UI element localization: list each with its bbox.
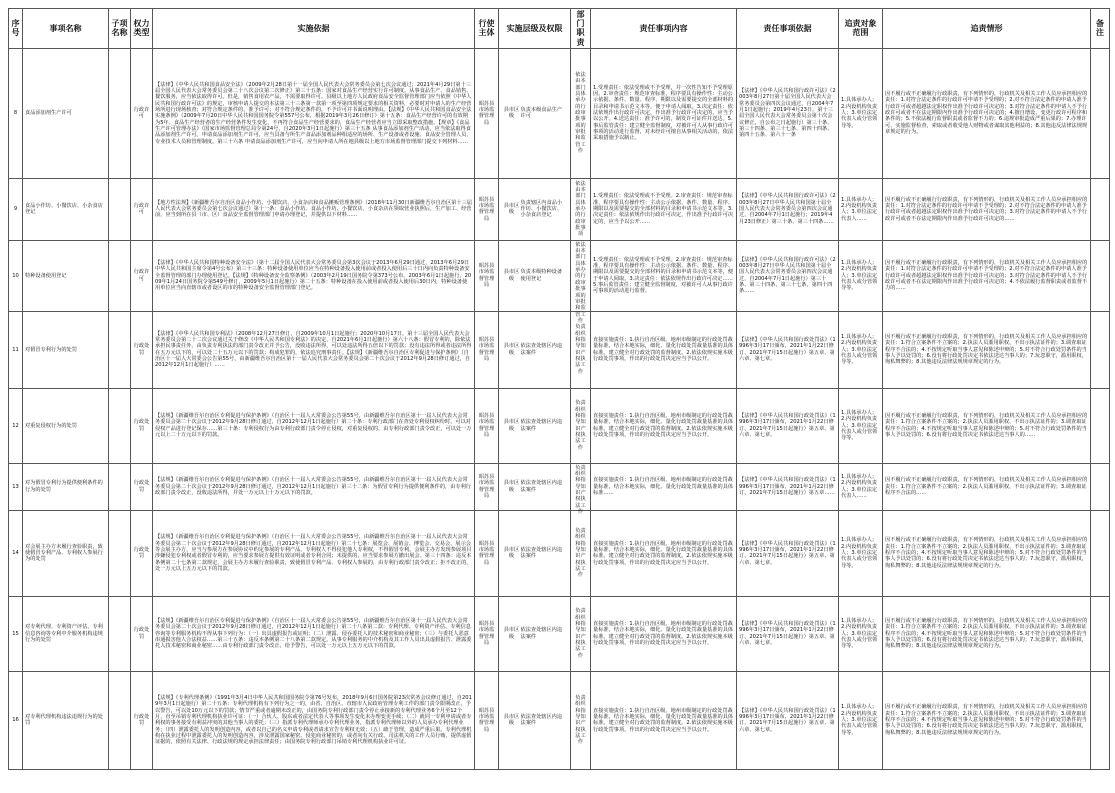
content-cell bbox=[591, 671, 737, 769]
item-name-text: 对会展主办方未履行查验职责，致使假冒专利产品、专利权人参展行为的处罚 bbox=[25, 543, 103, 563]
situation-cell bbox=[883, 671, 1091, 769]
remark-cell bbox=[1091, 311, 1110, 388]
subject-text: 昭苏县市场监督管理局 bbox=[478, 196, 495, 222]
level-scope: 县市区级 bbox=[503, 419, 520, 432]
content-text: 直接实施责任：1.执行自治区级、地州市级制定的行政处罚裁量标准，结合本地实际，细化、量化行政处罚裁量基准的具体标准。建立健全对行政处罚的监督制度。2.依法依规实施本级行政处罚事项，作出的行政处罚决定应当予以公开。 bbox=[593, 540, 734, 566]
target-text: 1.具体承办人；2.内设机构负责人；3.单位法定代表人或分管领导等。 bbox=[841, 409, 878, 442]
level-scope: 县市区级 bbox=[503, 713, 520, 727]
content-cell bbox=[591, 48, 737, 178]
duty-basis-text: 【法律】《中华人民共和国行政许可法》（2003年8月27日中华人民共和国第十届全国人民代表大会常务委员会第四次会议通过，自2004年7月1日起施行；2019年4月23日修正）第三十条、第三十四条…… bbox=[739, 193, 836, 225]
subject-text: 昭苏县市场监督管理局 bbox=[478, 100, 495, 126]
subject-cell bbox=[475, 48, 499, 178]
remark-cell bbox=[1091, 178, 1110, 240]
power-type-text: 行政处罚 bbox=[133, 546, 150, 560]
header-duty-basis: 责任事项依据 bbox=[737, 9, 839, 49]
level-scope: 县市区级 bbox=[503, 546, 520, 560]
basis-text: 【法律】《中华人民共和国食品安全法》（2009年2月28日第十一届全国人民代表大会常务委员会第七次会议通过；2021年4月29日第十三届全国人民代表大会常务委员会第二十八次会议第二次修正）第三十五条：国家对食品生产经营实行许可制度。从事食品生产、食品销售、餐饮服务，应当依法取得许可。但是，销售食用农产品，不需要取得许可。县级以上地方人民政府食品安全监督管理部门应当依照《中华人民共和国行政许可法》的规定，审核申请人提交的本法第三十三条第一款第一项至第四项规定要求的相关资料，必要时对申请人的生产经营场所进行现场核查；对符合规定条件的，准予许可；对不符合规定条件的，不予许可并书面说明理由。【法规】《中华人民共和国食品安全法实施条例》（2009年7月20日中华人民共和国国务院令第557号公布，根据2019年3月26日修订）第十五条：食品生产经营许可的有效期为5年。食品生产经营者的生产经营条件发生变化，不再符合食品生产经营要求的，食品生产经营者应当立即采取整改措施。【规章】《食品生产许可管理办法》（国家市场监督管理总局令第24号，自2020年3月1日起施行）第三十五条 从事食品添加剂生产活动，应当依法取得食品添加剂生产许可。申请食品添加剂生产许可，应当具备与所生产食品添加剂品种相适应的场所、生产设备或者设施、食品安全管理人员、专业技术人员和管理制度。第三十六条 申请食品添加剂生产许可，应当向申请人所在地县级以上地方市场监督管理部门提交下列材料…… bbox=[155, 81, 472, 145]
content-text: 1.受理责任：依法受理或不予受理。2.审查责任：规范审查标准，程序要具有操作性：主动公示依据、条件、数量、程序、期限以及需要提交的全部材料的目录和申请书示范文本等。3.决定责任：依法依规作出行政许可决定，作出准予行政许可决定的，应当予以公开…… bbox=[593, 193, 734, 225]
situation-text: 因不履行或不正确履行行政职责，有下列情形的，行政机关及相关工作人员应承担相应的责任：1.对符合法定条件的行政许可申请不予受理的；2.对不符合法定条件的申请人准予行政许可或者超越法定职权作出准予行政许可决定的；3.对符合法定条件的申请人不予行政许可或者不在法定期限内作出准予行政许可决定的…… bbox=[885, 196, 1088, 222]
duty-basis-cell bbox=[737, 388, 839, 463]
table-row bbox=[9, 311, 1110, 388]
duty-basis-text: 【法律】《中华人民共和国行政许可法》（2003年8月27日中华人民共和国第十届全国人民代表大会常务委员会第四次会议通过，自2004年7月1日起施行）第三十条、第三十四条、第三十七条、第四十四条…… bbox=[739, 256, 836, 295]
item-name-text: 对假冒专利行为的处罚 bbox=[25, 346, 77, 353]
sub-item-cell bbox=[109, 311, 131, 388]
seq-cell bbox=[9, 178, 23, 240]
seq-cell bbox=[9, 463, 23, 510]
situation-text: 因不履行或不正确履行行政职责，有下列情形的，行政机关及相关工作人员应承担相应的责任：1.对符合法定条件的行政许可申请不予受理的；2.对不符合法定条件的申请人准予行政许可或者超越法定职权作出准予行政许可决定的；3.对符合法定条件的申请人不予行政许可或者不在法定期限内作出准予行政许可决定的；4.擅自增设、变更行政许可程序和条件的；5.不依法履行监督职责或者监督不力的；6.违规审批造成严重后果的；7.办理许可、实施监督检查，索取或者收受他人财物或者谋取其他利益的；8.其他违反法律法规规章规定的行为。 bbox=[885, 91, 1088, 136]
header-situation: 追责情形 bbox=[883, 9, 1091, 49]
basis-text: 【法规】《新疆维吾尔自治区专利促进与保护条例》（自治区十一届人大常委会公告第55号，由新疆维吾尔自治区第十一届人民代表大会常务委员会第二十次会议于2012年9月28日修订通过，自2012年12月1日起施行）第二十条：专利行政部门在查处专利侵权纠纷时，可以对侵权产品进行登记保存……第三十条：专利侵权行为由专利行政部门责令停止侵权，对重复侵权的，由专利行政部门责令改正，可以处一万元以上二十万元以下的罚款。 bbox=[155, 413, 472, 439]
table-header-row bbox=[9, 9, 1110, 49]
target-cell bbox=[839, 510, 883, 596]
power-type-cell bbox=[131, 48, 153, 178]
seq-text: 16 bbox=[12, 717, 19, 724]
duty-basis-text: 【法律】《中华人民共和国行政处罚法》（1996年3月17日颁布，2021年1月22日修订，2021年7月15日起施行）第五章、第六章、第七章。 bbox=[739, 707, 836, 733]
dept-duty-text: 负责组织和指导知识产权执法工作 bbox=[575, 608, 586, 659]
basis-cell bbox=[153, 596, 475, 671]
remark-cell bbox=[1091, 240, 1110, 311]
level-cell bbox=[499, 463, 571, 510]
power-type-cell bbox=[131, 671, 153, 769]
seq-text: 8 bbox=[13, 110, 18, 117]
sub-item-cell bbox=[109, 671, 131, 769]
dept-duty-text: 负责组织和指导知识产权执法工作 bbox=[575, 324, 586, 375]
level-scope: 县市区级 bbox=[503, 106, 520, 120]
target-text: 1.具体承办人；2.内设机构负责人；3.单位法定代表人或分管领导等。 bbox=[841, 333, 878, 366]
level-description: 负责本级食品生产许可 bbox=[520, 106, 563, 120]
level-scope: 县市区级 bbox=[503, 343, 520, 356]
dept-duty-text: 依法由本部门具体承办的行政审批事项的审批和监管工作 bbox=[575, 241, 586, 324]
sub-item-cell bbox=[109, 48, 131, 178]
item-name-text: 对为假冒专利行为提供便利条件的行为的处罚 bbox=[25, 480, 103, 493]
target-cell bbox=[839, 463, 883, 510]
sub-item-cell bbox=[109, 178, 131, 240]
situation-cell bbox=[883, 463, 1091, 510]
header-remark: 备注 bbox=[1091, 9, 1110, 49]
seq-cell bbox=[9, 388, 23, 463]
item-name-text: 特种设备使用登记 bbox=[25, 272, 67, 279]
subject-text: 昭苏县市场监督管理局 bbox=[478, 621, 495, 647]
content-cell bbox=[591, 388, 737, 463]
seq-text: 10 bbox=[12, 272, 19, 279]
situation-text: 因不履行或不正确履行行政职责，有下列情形的，行政机关及相关工作人员应承担相应的责任：1.符合立案条件不立案的；2.执法人员滥用职权、不出示执法证件的；3.调查取证程序不合法的；4.不按规定听取当事人意见和陈述申辩的；5.对不符合行政处罚条件的当事人予以处罚的；6.没有将行政处罚决定书依法送达当事人的；7.玩忽职守，滥用职权，徇私舞弊的；8.其他违反法律法规规章规定的行为。 bbox=[885, 333, 1088, 366]
basis-text: 【法规】《新疆维吾尔自治区专利促进与保护条例》（自治区十一届人大常委会公告第55号，由新疆维吾尔自治区第十一届人民代表大会常务委员会第二十次会议于2012年9月28日修订通过，自2012年12月1日起施行）第二十八条第二款：专利代理、专利资产评估、专利信息咨询等专利服务机构不得从事下列行为：（一）出具虚假报告或证明；（二）泄露、侵吞委托人的技术秘密和商业秘密；（三）与委托人恶意串通损害他人合法权益……第三十五条：违反本条例第二十八条第二款规定，从事专利服务的中介机构及其工作人员出具虚假报告、泄露委托人技术秘密和商业秘密……由专利行政部门责令改正，给予警告，可以处一万元以上五万元以下的罚款。 bbox=[155, 617, 472, 650]
dept-duty-text: 负责组织和指导知识产权执法工作 bbox=[575, 400, 586, 451]
basis-text: 【法规】《专利代理条例》（1991年3月4日中华人民共和国国务院令第76号发布，2018年9月6日国务院第23次常务会议修订通过，自2019年3月1日起施行）第二十五条：专利代理机构有下列行为之一的，由省、自治区、直辖市人民政府管理专利工作的部门责令限期改正，予以警告，可以处10万元以下的罚款；情节严重或者逾期未改正的，由国务院专利行政部门责令停止承接新的专利代理业务6个月至12个月，直至吊销专利代理机构执业许可证：（一）合伙人、股东或者法定代表人等事项发生变化未办理变更手续；（二）就同一专利申请或者专利权的事务接受有利益冲突的其他当事人的委托；（三）指派专利代理师承办专利代理业务，指派专利代理师以外的人员承办专利代理业务；（四）泄露委托人的发明创造内容，或者以自己的名义申请专利或者请求宣告专利权无效；（五）疏于管理，造成严重后果。专利代理机构在执业过程中泄露委托人的发明创造内容，涉及泄露国家秘密、侵犯商业秘密的，或者向有关行政、司法机关的工作人员行贿，提供虚假证据的，依照有关法律、行政法规的规定承担法律责任；由国务院专利行政部门吊销专利代理机构执业许可证。 bbox=[155, 694, 472, 746]
power-type-cell bbox=[131, 463, 153, 510]
power-type-text: 行政处罚 bbox=[133, 713, 150, 727]
item-name-cell bbox=[23, 510, 109, 596]
situation-text: 因不履行或不正确履行行政职责，有下列情形的，行政机关及相关工作人员应承担相应的责任：1.符合立案条件不立案的；2.执法人员滥用职权、不出示执法证件的；3.调查取证程序不合法的…… bbox=[885, 477, 1088, 496]
content-cell bbox=[591, 311, 737, 388]
header-item-name: 事项名称 bbox=[23, 9, 109, 49]
header-sub-item: 子项名称 bbox=[109, 9, 131, 49]
level-scope: 县市区级 bbox=[503, 480, 520, 493]
duty-basis-text: 【法律】《中华人民共和国行政许可法》（2003年8月27日第十届全国人民代表大会常务委员会第四次会议通过，自2004年7月1日起施行；2019年4月23日，第十三届全国人民代表大会常务委员会第十次会议修正，自公布之日起施行）第三十条、第三十四条、第三十七条、第四十四条、第四十五条、第六十一条 bbox=[739, 87, 836, 139]
content-cell bbox=[591, 240, 737, 311]
subject-text: 昭苏县市场监督管理局 bbox=[478, 540, 495, 566]
header-content: 责任事项内容 bbox=[591, 9, 737, 49]
level-scope: 县市区级 bbox=[503, 627, 520, 640]
situation-text: 因不履行或不正确履行行政职责，有下列情形的，行政机关及相关工作人员应承担相应的责任：1.符合立案条件不立案的；2.执法人员滥用职权、不出示执法证件的；3.调查取证程序不合法的；4.不按规定听取当事人意见和陈述申辩的；5.对不符合行政处罚条件的当事人予以处罚的；6.没有将行政处罚决定书依法送达当事人的；7.玩忽职守，滥用职权，徇私舞弊的；8.其他违反法律法规规章规定的行为。 bbox=[885, 617, 1088, 650]
basis-text: 【地方性法规】《新疆维吾尔自治区食品小作坊、小餐饮店、小食杂店和食品摊贩管理条例》（2018年11月30日新疆维吾尔自治区第十三届人民代表大会常务委员会第七次会议通过）第十一条：食品小作坊、食品小作坊、小餐饮店、小食杂店在领取营业执照后，生产加工、经营前，应当到所在县（市、区）食品安全监督管理部门申请办理登记，并提供以下材料…… bbox=[155, 199, 472, 219]
dept-duty-cell bbox=[571, 510, 591, 596]
duty-basis-text: 【法律】《中华人民共和国行政处罚法》（1996年3月17日颁布，2021年1月22日修订，2021年7月15日起施行）第五章…… bbox=[739, 477, 836, 496]
dept-duty-text: 依法由本部门具体承办的行政审批事项 bbox=[575, 180, 586, 238]
item-name-cell bbox=[23, 178, 109, 240]
power-type-text: 行政许可 bbox=[133, 106, 150, 120]
item-name-cell bbox=[23, 388, 109, 463]
table-row bbox=[9, 48, 1110, 178]
target-cell bbox=[839, 388, 883, 463]
sub-item-cell bbox=[109, 463, 131, 510]
power-type-text: 行政处罚 bbox=[133, 627, 150, 640]
duty-basis-text: 【法律】《中华人民共和国行政处罚法》（1996年3月17日颁布，2021年1月22日修订，2021年7月15日起施行）第五章、第六章、第七章。 bbox=[739, 337, 836, 363]
header-seq: 序号 bbox=[9, 9, 23, 49]
seq-text: 9 bbox=[13, 206, 18, 213]
header-target: 追责对象范围 bbox=[839, 9, 883, 49]
seq-cell bbox=[9, 48, 23, 178]
basis-cell bbox=[153, 240, 475, 311]
item-name-cell bbox=[23, 671, 109, 769]
basis-text: 【法律】《中华人民共和国专利法》（2008年12月27日修订，自2009年10月1日起施行；2020年10月17日，第十三届全国人民代表大会常务委员会第二十二次会议通过关于修改《中华人民共和国专利法》的决定，自2021年6月1日起施行）第六十八条：假冒专利的，除依法承担民事责任外，由负责专利执法的部门责令改正并予公告，没收违法所得，可以处违法所得五倍以下的罚款；没有违法所得或者违法所得在五万元以下的，可以处二十五万元以下的罚款；构成犯罪的，依法追究刑事责任。【法规】《新疆维吾尔自治区专利促进与保护条例》（自治区十一届人大常委会公告第55号，由新疆维吾尔自治区第十一届人民代表大会常务委员会第二十次会议于2012年9月28日修订通过，自2012年12月1日起施行）…… bbox=[155, 330, 472, 369]
subject-text: 昭苏县市场监督管理局 bbox=[478, 474, 495, 500]
situation-cell bbox=[883, 388, 1091, 463]
duty-basis-cell bbox=[737, 671, 839, 769]
power-type-cell bbox=[131, 596, 153, 671]
power-type-cell bbox=[131, 388, 153, 463]
subject-cell bbox=[475, 671, 499, 769]
item-name-text: 食品小作坊、小餐饮店、小杂食店登记 bbox=[25, 202, 103, 216]
power-type-text: 行政处罚 bbox=[133, 343, 150, 356]
seq-cell bbox=[9, 510, 23, 596]
table-row bbox=[9, 671, 1110, 769]
duty-basis-text: 【法律】《中华人民共和国行政处罚法》（1996年3月17日颁布，2021年1月22日修订，2021年7月15日起施行）第五章、第六章、第七章。 bbox=[739, 413, 836, 439]
item-name-cell bbox=[23, 596, 109, 671]
item-name-cell bbox=[23, 463, 109, 510]
level-cell bbox=[499, 178, 571, 240]
target-cell bbox=[839, 240, 883, 311]
seq-cell bbox=[9, 240, 23, 311]
level-cell bbox=[499, 240, 571, 311]
table-row bbox=[9, 240, 1110, 311]
level-cell bbox=[499, 510, 571, 596]
power-type-text: 行政许可 bbox=[133, 269, 150, 282]
situation-text: 因不履行或不正确履行行政职责，有下列情形的，行政机关及相关工作人员应承担相应的责任：1.符合立案条件不立案的；2.执法人员滥用职权、不出示执法证件的；3.调查取证程序不合法的；4.不按规定听取当事人意见和陈述申辩的；5.对不符合行政处罚条件的当事人予以处罚的；6.没有将行政处罚决定书依法送达当事人的；7.玩忽职守，滥用职权，徇私舞弊的；8.其他违反法律法规规章规定的行为。 bbox=[885, 704, 1088, 736]
situation-cell bbox=[883, 240, 1091, 311]
subject-cell bbox=[475, 240, 499, 311]
seq-cell bbox=[9, 671, 23, 769]
item-name-cell bbox=[23, 48, 109, 178]
basis-cell bbox=[153, 388, 475, 463]
duty-basis-cell bbox=[737, 178, 839, 240]
duty-basis-cell bbox=[737, 48, 839, 178]
target-cell bbox=[839, 48, 883, 178]
sub-item-cell bbox=[109, 510, 131, 596]
power-type-cell bbox=[131, 510, 153, 596]
basis-cell bbox=[153, 510, 475, 596]
content-cell bbox=[591, 178, 737, 240]
duty-basis-text: 【法律】《中华人民共和国行政处罚法》（1996年3月17日颁布，2021年1月22日修订，2021年7月15日起施行）第五章、第六章、第七章。 bbox=[739, 621, 836, 647]
basis-cell bbox=[153, 463, 475, 510]
target-text: 1.具体承办人；2.内设机构负责人；3.单位法定代表人或分管领导等。 bbox=[841, 537, 878, 569]
subject-cell bbox=[475, 388, 499, 463]
dept-duty-text: 负责组织和指导知识产权执法工作 bbox=[575, 694, 586, 746]
power-type-text: 行政处罚 bbox=[133, 480, 150, 493]
subject-text: 昭苏县市场监督管理局 bbox=[478, 413, 495, 439]
item-name-text: 对重复侵权行为的处罚 bbox=[25, 422, 77, 429]
level-scope: 县市区级 bbox=[503, 202, 520, 216]
basis-text: 【法规】《新疆维吾尔自治区专利促进与保护条例》（自治区十一届人大常委会公告第55号，由新疆维吾尔自治区第十一届人民代表大会常务委员会第二十次会议于2012年9月28日修订通过，自2012年12月1日起施行）第二十七条：展览会、展销会、博览会、交易会、展示会等会展主办方，应当与参展方在参展协议中约定参展的专利产品，专利权人不得侵犯他人专利权，不得假冒专利。会展主办方发现参展项目涉嫌侵犯专利权或者假冒专利的，应当要求参展方提供有效证明或者专利合同；未提供的，应当要求参展方撤出展会。第三十四条：违反本条例第二十七条第二款规定，会展主办方未履行查验职责，致使假冒专利产品、专利权人参展的，由专利行政部门责令改正；拒不改正的，处一万元以上五万元以下的罚款。 bbox=[155, 534, 472, 572]
header-power-type: 权力类型 bbox=[131, 9, 153, 49]
remark-cell bbox=[1091, 48, 1110, 178]
level-description: 负责辖区内食品小作坊、小餐饮店、小杂食店登记 bbox=[520, 199, 563, 219]
situation-text: 因不履行或不正确履行行政职责，有下列情形的，行政机关及相关工作人员应承担相应的责任：1.符合立案条件不立案的；2.执法人员滥用职权、不出示执法证件的；3.调查取证程序不合法的；4.不按规定听取当事人意见和陈述申辩的；5.对不符合行政处罚条件的当事人予以处罚的；6.没有将行政处罚决定书依法送达当事人的…… bbox=[885, 413, 1088, 439]
situation-cell bbox=[883, 48, 1091, 178]
subject-cell bbox=[475, 596, 499, 671]
subject-text: 昭苏县市场监督管理局 bbox=[478, 707, 495, 733]
power-type-cell bbox=[131, 178, 153, 240]
remark-cell bbox=[1091, 388, 1110, 463]
level-description: 负责本级特种设备使用登记 bbox=[520, 269, 563, 282]
dept-duty-cell bbox=[571, 463, 591, 516]
table-body bbox=[9, 48, 1110, 769]
level-description: 依法查处辖区内违法案件 bbox=[520, 480, 563, 493]
situation-text: 因不履行或不正确履行行政职责，有下列情形的，行政机关及相关工作人员应承担相应的责任：1.符合立案条件不立案的；2.执法人员滥用职权、不出示执法证件的；3.调查取证程序不合法的；4.不按规定听取当事人意见和陈述申辩的；5.对不符合行政处罚条件的当事人予以处罚的；6.没有将行政处罚决定书依法送达当事人的；7.玩忽职守，滥用职权，徇私舞弊的；8.其他违反法律法规规章规定的行为。 bbox=[885, 537, 1088, 569]
remark-cell bbox=[1091, 671, 1110, 769]
level-description: 依法查处辖区内违法案件 bbox=[520, 627, 563, 640]
situation-cell bbox=[883, 596, 1091, 671]
content-cell bbox=[591, 596, 737, 671]
seq-cell bbox=[9, 311, 23, 388]
level-description: 依法查处辖区内违法案件 bbox=[520, 343, 563, 356]
header-level: 实施层级及权限 bbox=[499, 9, 571, 49]
item-name-cell bbox=[23, 311, 109, 388]
remark-cell bbox=[1091, 596, 1110, 671]
situation-text: 因不履行或不正确履行行政职责，有下列情形的，行政机关及相关工作人员应承担相应的责任：1.对符合法定条件的行政许可申请不予受理的；2.对不符合法定条件的申请人准予行政许可或者超越法定职权作出准予行政许可决定的；3.对符合法定条件的申请人不予行政许可或者不在法定期限内作出准予行政许可决定的；4.不依法履行监督职责或者监督不力的…… bbox=[885, 259, 1088, 292]
situation-cell bbox=[883, 311, 1091, 388]
item-name-text: 对专利代理机构违法违规行为的处罚 bbox=[25, 713, 103, 727]
basis-text: 【法律】《中华人民共和国特种设备安全法》（第十二届全国人民代表大会常务委员会第3次会议于2013年6月29日通过，2013年6月29日中华人民共和国主席令第4号公布）第三十三条：特种设备使用单位应当在特种设备投入使用前或者投入使用后三十日内向负责特种设备安全监督管理的部门办理使用登记。【法规】《特种设备安全监察条例》（2003年2月19日国务院令第373号公布，2003年6月1日起施行，2009年1月24日国务院令第549号修订，2009年5月1日起施行）第二十五条：特种设备在投入使用前或者投入使用后30日内，特种设备使用单位应当向直辖市或者设区的市的特种设备安全监督管理部门登记。 bbox=[155, 259, 472, 292]
table-row bbox=[9, 463, 1110, 510]
content-text: 直接实施责任：1.执行自治区级、地州市级制定的行政处罚裁量标准，结合本地实际，细化、量化行政处罚裁量基准的具体标准。建立健全对行政处罚的监督制度。2.依法依规实施本级行政处罚事项，作出的行政处罚决定应当予以公开。 bbox=[593, 707, 734, 733]
header-basis: 实施依据 bbox=[153, 9, 475, 49]
sub-item-cell bbox=[109, 596, 131, 671]
level-description: 依法查处辖区内违法案件 bbox=[520, 546, 563, 560]
content-text: 1.受理责任：依法受理或不予受理。2.审查责任：规范审查标准，程序要具有操作性：主动公示依据、条件、数量、程序、期限以及需要提交的全部材料的目录和申请书示范文本等，便于申请人阅取。3.决定责任：依法依规作出行政许可决定……5.事后监管责任：建立健全监督制度，对被许可人从事行政许可事项的活动进行监督。 bbox=[593, 256, 734, 295]
duty-basis-cell bbox=[737, 240, 839, 311]
subject-cell bbox=[475, 463, 499, 510]
table-row bbox=[9, 178, 1110, 240]
content-text: 直接实施责任：1.执行自治区级、地州市级制定的行政处罚裁量标准，结合本地实际，细化、量化行政处罚裁量基准的具体标准。建立健全对行政处罚的监督制度。2.依法依规实施本级行政处罚事项，作出的行政处罚决定应当予以公开。 bbox=[593, 621, 734, 647]
seq-text: 15 bbox=[12, 630, 19, 637]
subject-text: 昭苏县市场监督管理局 bbox=[478, 337, 495, 363]
duty-basis-cell bbox=[737, 311, 839, 388]
dept-duty-cell bbox=[571, 48, 591, 178]
basis-cell bbox=[153, 671, 475, 769]
seq-text: 12 bbox=[12, 422, 19, 429]
table-row bbox=[9, 388, 1110, 463]
seq-text: 11 bbox=[12, 346, 19, 353]
item-name-cell bbox=[23, 240, 109, 311]
sub-item-cell bbox=[109, 240, 131, 311]
content-text: 直接实施责任：1.执行自治区级、地州市级制定的行政处罚裁量标准，结合本地实际，细化、量化行政处罚裁量基准的具体标准。建立健全对行政处罚的监督制度。2.依法依规实施本级行政处罚事项，作出的行政处罚决定应当予以公开。 bbox=[593, 337, 734, 363]
dept-duty-cell bbox=[571, 240, 591, 324]
level-cell bbox=[499, 388, 571, 463]
target-cell bbox=[839, 671, 883, 769]
content-cell bbox=[591, 463, 737, 510]
level-scope: 县市区级 bbox=[503, 269, 520, 282]
subject-cell bbox=[475, 311, 499, 388]
level-cell bbox=[499, 311, 571, 388]
basis-cell bbox=[153, 178, 475, 240]
subject-cell bbox=[475, 178, 499, 240]
dept-duty-cell bbox=[571, 388, 591, 463]
basis-cell bbox=[153, 311, 475, 388]
remark-cell bbox=[1091, 463, 1110, 510]
seq-cell bbox=[9, 596, 23, 671]
dept-duty-text: 负责组织和指导知识产权执法工作 bbox=[575, 464, 586, 516]
dept-duty-text: 负责组织和指导知识产权执法工作 bbox=[575, 527, 586, 579]
content-text: 1.受理责任：依法受理或不予受理，并一次性告知不予受理原因。2.审查责任：规范审查标准，程序要具有操作性：主动公示依据、条件、数量、程序、期限以及需要提交的全部材料的目录和申请书示范文本等，便于申请人阅取。3.决定责任：依法依规作出行政许可决定，作出准予行政许可决定的，应当予以公开。4.送达责任：准予许可的，制发许可证件并送达。5.事后监管责任：建立健全监督制度，对被许可人从事行政许可事项的活动进行监督，对未经许可擅自从事相关活动的，依法采取措施予以制止。 bbox=[593, 84, 734, 142]
duty-basis-cell bbox=[737, 463, 839, 510]
table-row bbox=[9, 510, 1110, 596]
duty-basis-cell bbox=[737, 510, 839, 596]
target-text: 1.具体承办人；2.内设机构负责人；3.单位法定代表人或分管领导等。 bbox=[841, 97, 878, 129]
dept-duty-text: 依法由本部门具体承办的行政审批事项的审批和监管工作 bbox=[575, 72, 586, 155]
item-name-text: 对专利代理、专利资产评估、专利信息咨询等专利中介服务机构违规行为的处罚 bbox=[25, 624, 103, 643]
level-description: 依法查处辖区内违法案件 bbox=[520, 419, 563, 432]
target-text: 1.具体承办人；2.内设机构负责人；3.单位法定代表人或分管领导等。 bbox=[841, 704, 878, 736]
table-row bbox=[9, 596, 1110, 671]
target-text: 1.具体承办人；2.内设机构负责人；3.单位法定代表人…… bbox=[841, 196, 878, 222]
power-list-table bbox=[8, 8, 1110, 770]
seq-text: 13 bbox=[12, 483, 19, 490]
dept-duty-cell bbox=[571, 178, 591, 240]
sub-item-cell bbox=[109, 388, 131, 463]
target-cell bbox=[839, 311, 883, 388]
situation-cell bbox=[883, 510, 1091, 596]
content-text: 直接实施责任：1.执行自治区级、地州市级制定的行政处罚裁量标准，结合本地实际，细化、量化行政处罚裁量基准的具体标准…… bbox=[593, 477, 734, 496]
content-text: 直接实施责任：1.执行自治区级、地州市级制定的行政处罚裁量标准，结合本地实际，细化、量化行政处罚裁量基准的具体标准。建立健全对行政处罚的监督制度。2.依法依规实施本级行政处罚事项，作出的行政处罚决定应当予以公开。 bbox=[593, 413, 734, 439]
duty-basis-text: 【法律】《中华人民共和国行政处罚法》（1996年3月17日颁布，2021年1月22日修订，2021年7月15日起施行）第五章、第六章、第七章。 bbox=[739, 540, 836, 566]
item-name-text: 食品添加剂生产许可 bbox=[25, 110, 72, 117]
target-text: 1.具体承办人；2.内设机构负责人；3.单位法定代表人或分管领导等。 bbox=[841, 259, 878, 292]
seq-text: 14 bbox=[12, 550, 19, 557]
level-cell bbox=[499, 48, 571, 178]
remark-cell bbox=[1091, 510, 1110, 596]
header-subject: 行使主体 bbox=[475, 9, 499, 49]
basis-cell bbox=[153, 48, 475, 178]
power-type-text: 行政许可 bbox=[133, 202, 150, 216]
dept-duty-cell bbox=[571, 671, 591, 769]
dept-duty-cell bbox=[571, 596, 591, 671]
header-dept-duty: 部门职责 bbox=[571, 9, 591, 49]
target-text: 1.具体承办人；2.内设机构负责人；3.单位法定代表人…… bbox=[841, 474, 878, 500]
basis-text: 【法规】《新疆维吾尔自治区专利促进与保护条例》（自治区十一届人大常委会公告第55号，由新疆维吾尔自治区第十一届人民代表大会常务委员会第二十次会议于2012年9月28日修订通过，自2012年12月1日起施行）第三十二条：为假冒专利行为提供便利条件的，由专利行政部门责令改正，没收违法所得，并处一万元以上十万元以下的罚款。 bbox=[155, 477, 471, 496]
level-cell bbox=[499, 596, 571, 671]
power-type-cell bbox=[131, 311, 153, 388]
level-cell bbox=[499, 671, 571, 769]
power-type-text: 行政处罚 bbox=[133, 419, 150, 432]
level-description: 依法查处辖区内违法案件 bbox=[520, 713, 563, 727]
situation-cell bbox=[883, 178, 1091, 240]
content-cell bbox=[591, 510, 737, 596]
target-cell bbox=[839, 178, 883, 240]
duty-basis-cell bbox=[737, 596, 839, 671]
subject-cell bbox=[475, 510, 499, 596]
target-cell bbox=[839, 596, 883, 671]
power-type-cell bbox=[131, 240, 153, 311]
target-text: 1.具体承办人；2.内设机构负责人；3.单位法定代表人或分管领导等。 bbox=[841, 617, 878, 650]
subject-text: 昭苏县市场监督管理局 bbox=[478, 263, 495, 289]
